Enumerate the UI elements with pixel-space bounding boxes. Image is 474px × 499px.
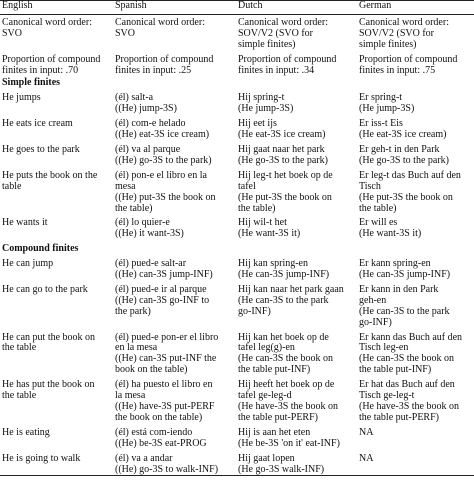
cell-spanish [113,14,236,50]
cell-line: (He can-3S the book on [238,353,333,365]
table-row [0,214,474,240]
cell-line: Hij gaat naar het park [238,143,325,155]
cell-line: (He eat-3S ice cream) [359,129,447,141]
cell-dutch [236,255,357,281]
cell-english [0,89,113,115]
cell-english [0,376,113,424]
cell-dutch [236,14,357,50]
table-header-row [0,1,474,15]
cell-line: (He jump-3S) [238,103,294,115]
cell-german [357,141,474,167]
cell-line: ((He) eat-3S ice cream) [115,129,210,141]
cell-line: Tisch leg-en [359,342,409,354]
cell-german [357,450,474,476]
cell-line: Hij leg-t het boek op de [238,169,333,181]
cell-line: (él) salt-a [115,92,154,104]
cell-english [0,255,113,281]
cell-line: Hij kan het boek op de [238,331,329,343]
cell-line: ((He) can-3S go-INF to [115,294,210,306]
cell-line: (He want-3S it) [238,228,301,240]
cell-line: ((He) it want-3S) [115,228,184,240]
cell-line: go-INF) [238,305,271,317]
cell-line: He eats ice cream [2,118,73,130]
cell-spanish [113,115,236,141]
cell-german [357,424,474,450]
table-row [0,255,474,281]
cell-line: (He put-3S the book on [238,191,332,203]
cell-line: (él) com-e helado [115,118,186,130]
cell-line: (He go-3S to the park) [238,154,328,166]
cell-english [0,450,113,476]
cell-spanish [113,51,236,77]
cell-english [0,424,113,450]
cell-line: He can go to the park [2,283,88,295]
cell-line: the book on the table) [115,411,203,423]
table-row [0,141,474,167]
cell-line: (él) pued-e pon-er el libro [115,331,219,343]
cell-line: tafel leg(g)-en [238,342,295,354]
cell-english [0,115,113,141]
cell-dutch [236,51,357,77]
section-title: Compound finites [2,243,79,255]
cell-dutch [236,450,357,476]
cell-line: Canonical word order: [238,16,328,28]
table-row [0,450,474,476]
cell-german [357,89,474,115]
cell-dutch [236,424,357,450]
cell-line: (él) va a andar [115,452,173,464]
table-row [0,376,474,424]
cell-line: Hij is aan het eten [238,426,311,438]
cell-line: tafel ge-leg-d [238,390,292,402]
cell-line: ((He) jump-3S) [115,103,177,115]
cell-english [0,51,113,77]
section-title: Simple finites [2,77,61,89]
cell-line: (He eat-3S ice cream) [238,129,326,141]
cell-line: the table) [359,202,397,214]
header-german: German [359,0,392,11]
cell-line: Hij kan naar het park gaan [238,283,344,295]
cell-line: Er geh-t in den Park [359,143,440,155]
cell-german [357,167,474,215]
cell-spanish [113,450,236,476]
cell-spanish [113,214,236,240]
cell-line: simple finites) [238,38,296,50]
cell-spanish [113,89,236,115]
cell-line: Proportion of compound [359,53,458,65]
cell-line: Hij eet ijs [238,118,277,130]
cell-line: the table put-PERF) [238,411,318,423]
cell-line: the table) [238,202,276,214]
cell-spanish [113,167,236,215]
cell-dutch [236,281,357,329]
cell-line: (He have-3S the book on [359,401,459,412]
cell-line: book on the table) [115,364,188,376]
cell-dutch [236,141,357,167]
cell-line: Hij wil-t het [238,217,287,229]
cell-line: Proportion of compound [2,53,101,65]
cell-line: ((He) go-3S to the park) [115,154,212,166]
cell-line: Tisch [359,180,381,192]
cell-line: (He can-3S to the park [238,294,329,306]
cell-line: the table [2,390,37,402]
cell-line: (He can-3S jump-INF) [238,269,330,281]
section-heading-row [0,76,474,89]
cell-line: (He can-3S the book on [359,353,454,365]
cell-line: finites in input: .25 [115,64,192,76]
cell-spanish [113,255,236,281]
cell-dutch [236,214,357,240]
cell-line: (él) lo quier-e [115,217,170,229]
cell-line: Er will es [359,217,398,229]
cell-line: (He put-3S the book on [359,191,453,203]
cell-line: He can put the book on [2,331,96,343]
cell-spanish [113,281,236,329]
cell-line: Canonical word order: [2,16,92,28]
cell-line: He puts the book on the [2,169,98,181]
cell-line: the table put-INF) [359,364,432,376]
meta-row [0,51,474,77]
cell-line: geh-en [359,294,387,306]
cell-line: finites in input: .70 [2,64,79,76]
section-heading-row [0,240,474,255]
cell-german [357,214,474,240]
cell-line: He can jump [2,258,54,270]
cell-german [357,115,474,141]
cell-line: Er kann spring-en [359,258,431,270]
cell-line: He is eating [2,426,50,438]
cell-spanish [113,376,236,424]
cell-line: finites in input: .34 [238,64,315,76]
cell-line: Er leg-t das Buch auf den [359,169,461,181]
cell-line: Proportion of compound [115,53,214,65]
cell-line: (él) pon-e el libro en la [115,169,207,181]
table-row [0,167,474,215]
table-row [0,281,474,329]
cell-line: (él) está com-iendo [115,426,193,438]
meta-row [0,14,474,50]
cell-german [357,329,474,377]
cell-line: He jumps [2,92,41,104]
cell-line: (él) va al parque [115,143,181,155]
cell-line: Er kann in den Park [359,283,439,295]
cell-line: Canonical word order: [359,16,449,28]
cell-line: He wants it [2,217,48,229]
cell-line: ((He) be-3S eat-PROG [115,437,207,449]
cell-line: Tisch ge-leg-t [359,390,415,402]
cell-line: He has put the book on [2,379,95,391]
cell-line: He goes to the park [2,143,80,155]
cell-line: Er hat das Buch auf den [359,379,455,391]
cell-line: Canonical word order: [115,16,205,28]
cell-line: Hij kan spring-en [238,258,308,270]
cell-german [357,255,474,281]
cell-dutch [236,167,357,215]
cell-line: (él) ha puesto el libro en [115,379,213,391]
cell-line: NA [359,426,374,438]
cell-line: (He have-3S the book on [238,401,338,412]
cell-dutch [236,115,357,141]
cell-line: the table) [115,202,153,214]
cell-line: Proportion of compound [238,53,337,65]
cell-line: Er kann das Buch auf den [359,331,463,343]
cell-english [0,141,113,167]
cell-line: ((He) have-3S put-PERF [115,401,215,412]
cell-german [357,14,474,50]
cell-line: SOV/V2 (SVO for [238,27,313,39]
cell-line: la mesa [115,390,146,402]
cell-line: (He jump-3S) [359,103,415,115]
cell-english [0,329,113,377]
cell-dutch [236,329,357,377]
cell-line: ((He) go-3S to walk-INF) [115,463,219,475]
cell-line: mesa [115,180,136,192]
cell-line: He is going to walk [2,452,81,464]
cell-line: ((He) can-3S jump-INF) [115,269,213,281]
cell-german [357,376,474,424]
cell-line: (He can-3S jump-INF) [359,269,451,281]
table-body [0,14,474,476]
cell-line: the park) [115,305,151,317]
cell-line: en la mesa [115,342,158,354]
cell-spanish [113,424,236,450]
cell-line: ((He) can-3S put-INF the [115,353,217,365]
cell-line: Hij spring-t [238,92,285,104]
cell-english [0,214,113,240]
cell-line: (He can-3S to the park [359,305,450,317]
table-row [0,115,474,141]
cell-line: SVO [2,27,23,39]
cell-line: Hij heeft het boek op de [238,379,335,391]
cell-english [0,281,113,329]
header-english: English [2,0,33,11]
cell-spanish [113,141,236,167]
cell-spanish [113,329,236,377]
cell-line: finites in input: .75 [359,64,436,76]
table-row [0,89,474,115]
cell-line: (He be-3S 'on it' eat-INF) [238,437,340,449]
cell-dutch [236,89,357,115]
cell-line: Er iss-t Eis [359,118,403,130]
header-dutch: Dutch [238,0,263,11]
cell-line: (él) pued-e salt-ar [115,258,187,270]
cell-german [357,281,474,329]
table-row [0,424,474,450]
table-row [0,329,474,377]
cell-line: (él) pued-e ir al parque [115,283,207,295]
cell-line: go-INF) [359,316,392,328]
cell-line: ((He) put-3S the book on [115,191,216,203]
cell-line: SVO [115,27,136,39]
cell-line: table [2,180,22,192]
cell-german [357,51,474,77]
cell-line: Hij gaat lopen [238,452,295,464]
header-spanish: Spanish [115,0,147,11]
cell-line: the table put-PERF) [359,411,439,423]
cell-line: (He want-3S it) [359,228,422,240]
cell-line: (He go-3S to the park) [359,154,449,166]
cell-line: the table put-INF) [238,364,311,376]
cell-line: (He go-3S walk-INF) [238,463,325,475]
cell-line: simple finites) [359,38,417,50]
cell-line: the table [2,342,37,354]
cell-line: tafel [238,180,256,192]
cell-english [0,14,113,50]
cell-english [0,167,113,215]
cell-line: NA [359,452,374,464]
cell-line: Er spring-t [359,92,403,104]
cell-dutch [236,376,357,424]
cell-line: SOV/V2 (SVO for [359,27,434,39]
